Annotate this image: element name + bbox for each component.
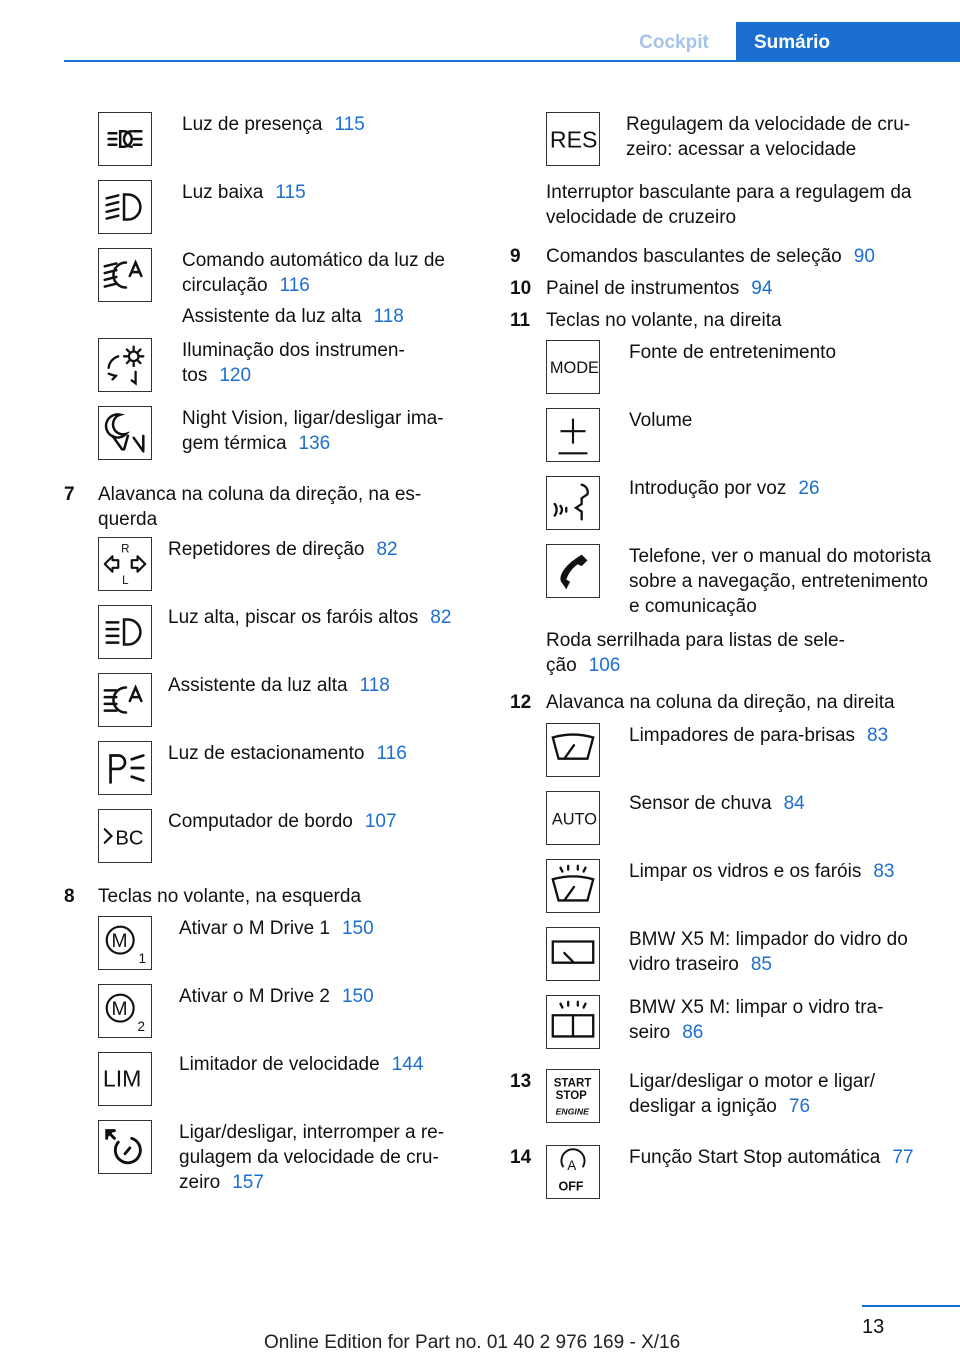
section-number: 13 [510, 1071, 532, 1092]
page-link[interactable]: 118 [373, 306, 404, 327]
tab-cockpit[interactable]: Cockpit [639, 32, 709, 53]
item-text: Volume [629, 410, 693, 431]
page-link[interactable]: 83 [867, 725, 889, 746]
section-number: 7 [64, 484, 75, 505]
item-text: Comando automático da luz de circulação 116 [182, 250, 445, 296]
svg-text:RES: RES [549, 126, 598, 153]
page-link[interactable]: 115 [334, 114, 365, 135]
item-text: BMW X5 M: limpador do vidro do vidro traseiro 85 [629, 929, 908, 975]
page-link[interactable]: 116 [376, 743, 407, 764]
parking-light-icon [98, 112, 152, 166]
auto-start-stop-off-icon[interactable] [546, 1145, 600, 1199]
item-text: Introdução por voz 26 [629, 478, 820, 499]
top-navigation [0, 0, 960, 64]
high-beam-assist-icon [98, 673, 152, 727]
item-text: Assistente da luz alta 118 [168, 675, 390, 696]
page-link[interactable]: 94 [751, 278, 773, 299]
page-link[interactable]: 136 [298, 433, 331, 454]
section-title: Teclas no volante, na direita [546, 310, 782, 331]
item-text: Ligar/desligar o motor e ligar/ desligar a ignição 76 [629, 1071, 876, 1117]
svg-text:M: M [111, 998, 128, 1020]
item-text: Ligar/desligar, interromper a regulagem da velocidade de cruzeiro 157 [179, 1122, 445, 1193]
res-icon[interactable] [546, 112, 600, 166]
page-number: 13 [862, 1316, 885, 1338]
page-link[interactable]: 115 [275, 182, 306, 203]
item-text: Luz alta, piscar os faróis altos 82 [168, 607, 452, 628]
auto-light-icon [98, 248, 152, 302]
page-link[interactable]: 118 [359, 675, 390, 696]
svg-text:OFF: OFF [558, 1179, 584, 1194]
page-link[interactable]: 150 [341, 918, 374, 939]
low-beam-icon [98, 180, 152, 234]
m-drive-1-icon[interactable] [98, 916, 152, 970]
item-text: Limpar os vidros e os faróis 83 [629, 861, 895, 882]
night-vision-icon [98, 406, 152, 460]
svg-text:R: R [121, 543, 130, 556]
svg-text:START: START [553, 1077, 592, 1090]
item-text: Limpadores de para-brisas 83 [629, 725, 889, 746]
svg-text:A: A [567, 1158, 577, 1174]
section-title: Teclas no volante, na esquerda [98, 886, 362, 907]
section-number: 9 [510, 246, 521, 267]
item-text: Iluminação dos instrumentos 120 [182, 340, 405, 386]
item-text: Regulagem da velocidade de cruzeiro: acessar a velocidade [626, 114, 911, 160]
parking-lamp-icon [98, 741, 152, 795]
section-number: 10 [510, 278, 532, 299]
turn-signal-icon [98, 537, 152, 591]
svg-text:1: 1 [138, 951, 146, 967]
page-link[interactable]: 150 [341, 986, 374, 1007]
page-link[interactable]: 77 [892, 1147, 914, 1168]
tab-sumario[interactable]: Sumário [736, 22, 960, 62]
instrument-lighting-icon [98, 338, 152, 392]
item-text: Repetidores de direção 82 [168, 539, 398, 560]
page-link[interactable]: 106 [588, 655, 621, 676]
item-text: Night Vision, ligar/desligar imagem térmica 136 [182, 408, 444, 454]
header-divider [64, 60, 960, 62]
auto-icon [546, 791, 600, 845]
section-title: Alavanca na coluna da direção, na direita [546, 692, 895, 713]
svg-text:2: 2 [137, 1019, 146, 1035]
item-text: Telefone, ver o manual do motorista sobre a navegação, entretenimento e comunicação [629, 546, 932, 617]
item-text: Limitador de velocidade 144 [179, 1054, 424, 1075]
svg-text:BC: BC [115, 827, 144, 850]
section-number: 14 [510, 1147, 532, 1168]
mode-icon[interactable] [546, 340, 600, 394]
item-text: Ativar o M Drive 1 150 [179, 918, 374, 939]
footer-divider [862, 1305, 960, 1307]
item-text: Ativar o M Drive 2 150 [179, 986, 374, 1007]
item-text: Roda serrilhada para listas de seleção 106 [546, 630, 845, 676]
item-text: Luz de presença 115 [182, 114, 365, 135]
volume-icon[interactable] [546, 408, 600, 462]
voice-icon[interactable] [546, 476, 600, 530]
item-text: Luz baixa 115 [182, 182, 306, 203]
svg-text:ENGINE: ENGINE [555, 1106, 589, 1117]
wiper-icon [546, 723, 600, 777]
edition-footer: Online Edition for Part no. 01 40 2 976 169 - X/16 [264, 1332, 681, 1353]
page-link[interactable]: 26 [798, 478, 820, 499]
rear-washer-icon [546, 995, 600, 1049]
svg-text:AUTO: AUTO [551, 810, 597, 829]
section-number: 8 [64, 886, 75, 907]
page-link[interactable]: 120 [219, 365, 252, 386]
page-link[interactable]: 76 [788, 1096, 811, 1117]
item-text: Sensor de chuva 84 [629, 793, 805, 814]
page-link[interactable]: 82 [430, 607, 452, 628]
page-link[interactable]: 86 [682, 1022, 704, 1043]
washer-icon [546, 859, 600, 913]
item-text: Painel de instrumentos 94 [546, 278, 773, 299]
m-drive-2-icon[interactable] [98, 984, 152, 1038]
page-link[interactable]: 144 [391, 1054, 424, 1075]
rocker-text: Interruptor basculante para a regulagem da velocidade de cruzeiro [546, 182, 912, 228]
page-link[interactable]: 83 [873, 861, 895, 882]
page-link[interactable]: 85 [750, 954, 772, 975]
phone-icon[interactable] [546, 544, 600, 598]
cruise-control-icon[interactable] [98, 1120, 152, 1174]
item-text: Assistente da luz alta 118 [182, 306, 404, 327]
page-link[interactable]: 90 [853, 246, 875, 267]
section-number: 12 [510, 692, 532, 713]
page-link[interactable]: 107 [364, 811, 397, 832]
lim-icon[interactable] [98, 1052, 152, 1106]
svg-text:LIM: LIM [102, 1065, 142, 1092]
start-stop-icon[interactable] [546, 1069, 600, 1123]
svg-text:STOP: STOP [555, 1089, 587, 1102]
item-text: BMW X5 M: limpar o vidro traseiro 86 [629, 997, 884, 1043]
svg-text:L: L [122, 575, 129, 588]
svg-text:M: M [111, 930, 128, 952]
high-beam-icon [98, 605, 152, 659]
page-link[interactable]: 82 [376, 539, 398, 560]
item-text: Luz de estacionamento 116 [168, 743, 407, 764]
svg-text:MODE: MODE [549, 358, 599, 377]
page-link[interactable]: 157 [232, 1172, 264, 1193]
page-link[interactable]: 116 [279, 275, 310, 296]
item-text: Computador de bordo 107 [168, 811, 397, 832]
item-text: Função Start Stop automática 77 [629, 1147, 914, 1168]
item-text: Fonte de entretenimento [629, 342, 837, 363]
rear-wiper-icon [546, 927, 600, 981]
section-title: Alavanca na coluna da direção, na esquerda [98, 484, 422, 530]
bc-icon [98, 809, 152, 863]
item-text: Comandos basculantes de seleção 90 [546, 246, 875, 267]
section-number: 11 [510, 310, 531, 331]
page-link[interactable]: 84 [783, 793, 805, 814]
